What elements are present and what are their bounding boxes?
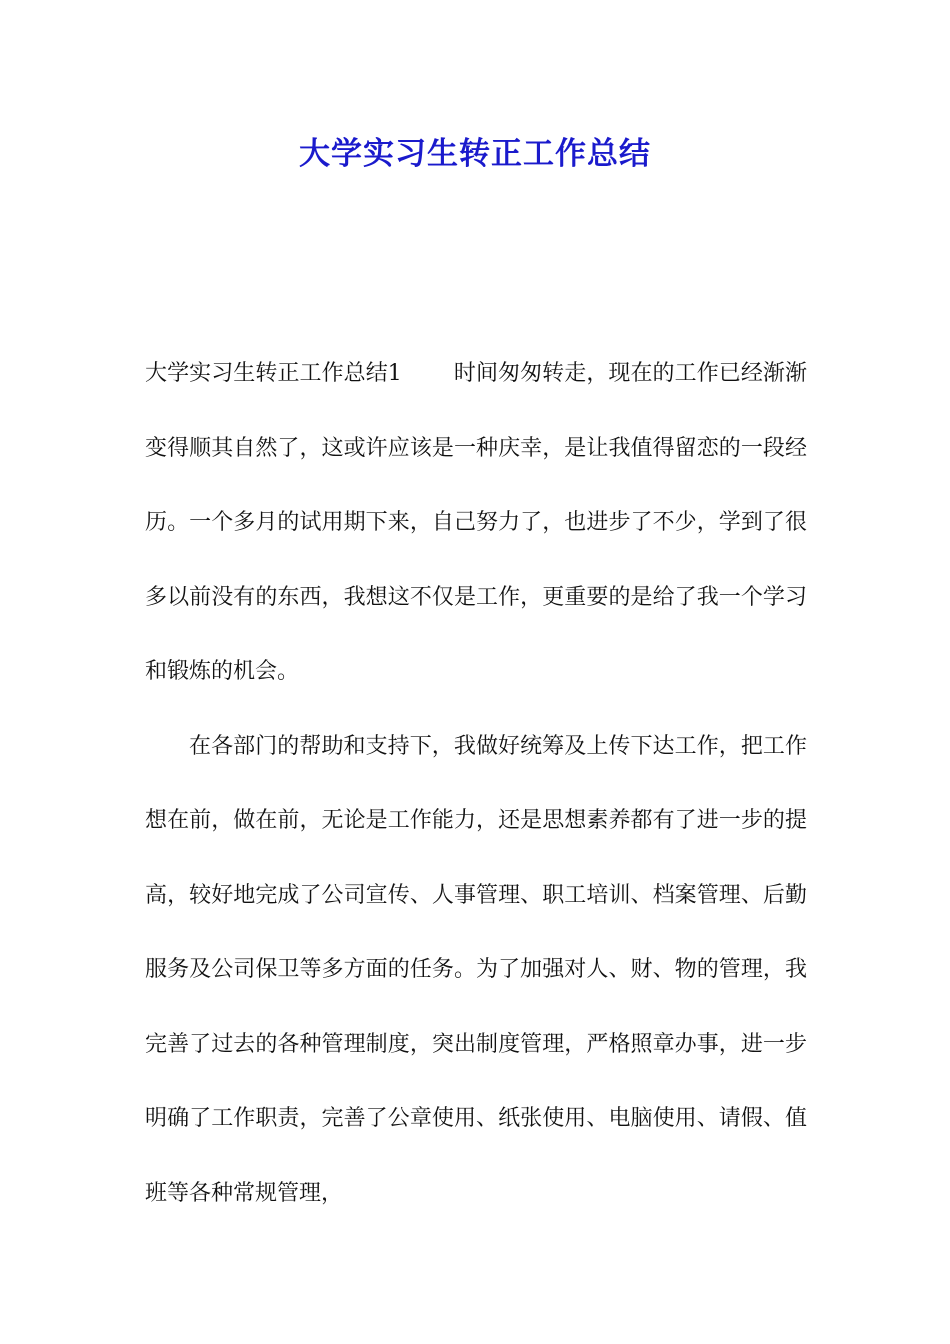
document-title: 大学实习生转正工作总结 [299, 136, 651, 172]
paragraph-2: 在各部门的帮助和支持下，我做好统筹及上传下达工作，把工作想在前，做在前，无论是工作能力，还是思想素养都有了进一步的提高，较好地完成了公司宣传、人事管理、职工培训、档案管理、后勤服务及公司保卫等多方面的任务。为了加强对人、财、物的管理，我完善了过去的各种管理制度，突出制度管理，严格照章办事，进一步明确了工作职责，完善了公章使用、纸张使用、电脑使用、请假、值班等各种常规管理， [145, 733, 807, 1206]
document-body [145, 337, 807, 1231]
paragraph-1-text: 时间匆匆转走，现在的工作已经渐渐变得顺其自然了，这或许应该是一种庆幸，是让我值得留恋的一段经历。一个多月的试用期下来，自己努力了，也进步了不少，学到了很多以前没有的东西，我想这不仅是工作，更重要的是给了我一个学习和锻炼的机会。 [145, 361, 807, 684]
section-heading: 大学实习生转正工作总结1 [145, 361, 402, 386]
paragraph-1 [145, 337, 807, 710]
